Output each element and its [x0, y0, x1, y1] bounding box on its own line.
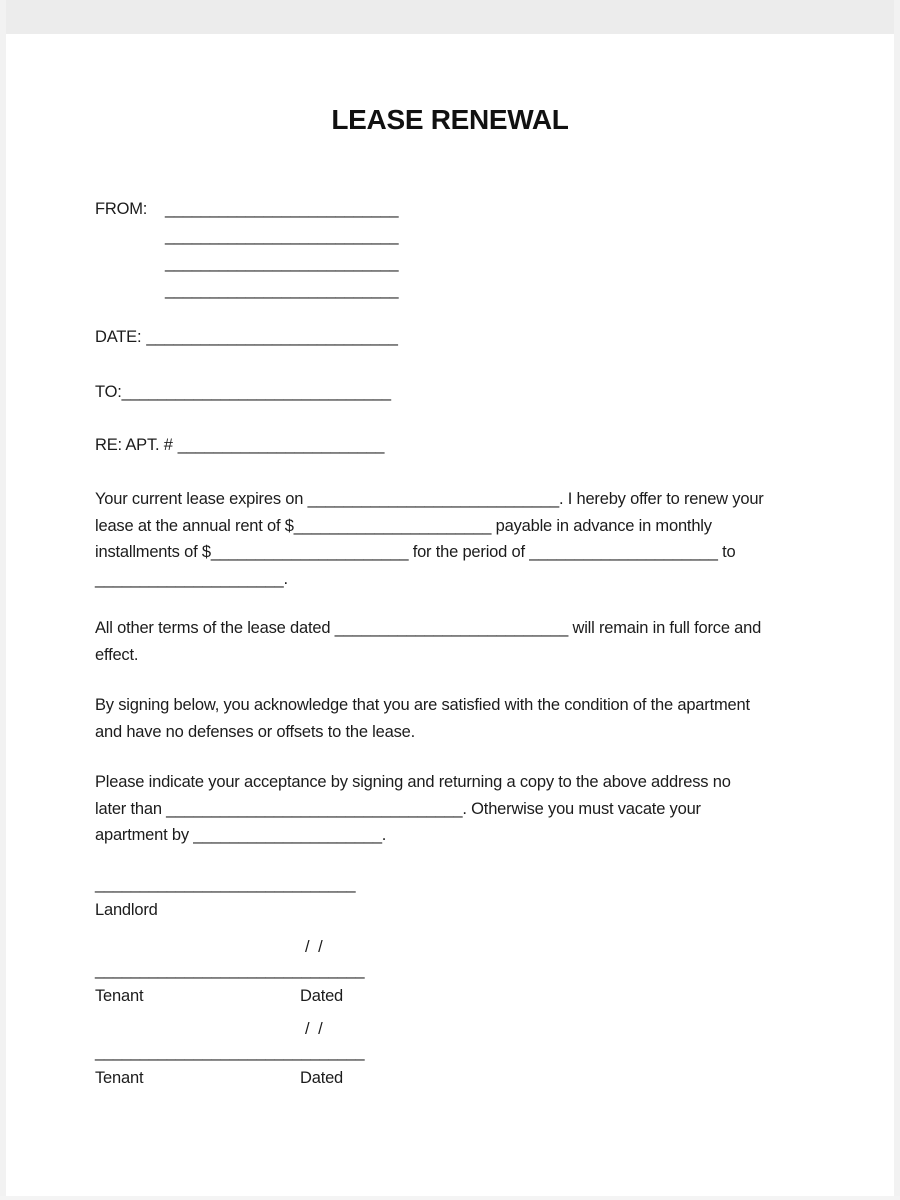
landlord-signature-block	[95, 871, 805, 923]
dated-label-2: Dated	[300, 1068, 344, 1087]
paragraph-line: effect.	[95, 645, 139, 664]
paragraph-line: later than _________________________________. Otherwise you must vacate your	[95, 799, 701, 818]
paragraph-line: All other terms of the lease dated __________________________ will remain in full force and	[95, 619, 762, 637]
tenant-label-2: Tenant	[95, 1068, 144, 1087]
paragraph-line: lease at the annual rent of $______________________ payable in advance in monthly	[95, 516, 712, 535]
date-label: DATE:	[95, 328, 142, 346]
paragraph-line: installments of $______________________ for the period of _____________________ to	[95, 543, 736, 561]
paragraph-line: By signing below, you acknowledge that you are satisfied with the condition of the apartment	[95, 696, 750, 714]
tenant-label-row-2	[95, 1065, 805, 1091]
paragraph-line: and have no defenses or offsets to the lease.	[95, 722, 416, 741]
from-blank-line: __________________________	[165, 200, 399, 218]
tenant-label-1: Tenant	[95, 986, 144, 1005]
paragraph-acknowledgement	[95, 692, 805, 745]
tenant-signature-block-2	[95, 1019, 805, 1091]
from-blank-3: __________________________	[165, 254, 399, 272]
landlord-label: Landlord	[95, 900, 158, 919]
page-title: LEASE RENEWAL	[331, 104, 569, 135]
paragraph-line: apartment by _____________________.	[95, 826, 387, 844]
from-blank-4: __________________________	[165, 281, 399, 299]
tenant-signature-block-1	[95, 937, 805, 1009]
landlord-label-row	[95, 897, 805, 923]
tenant-label-row-1	[95, 983, 805, 1009]
date-field	[95, 324, 805, 351]
paragraph-acceptance	[95, 769, 805, 849]
from-blank-line-4	[165, 277, 805, 304]
re-apt-label: RE: APT. #	[95, 436, 173, 454]
to-label: TO:	[95, 383, 122, 401]
paragraph-line: Please indicate your acceptance by signing and returning a copy to the above address no	[95, 773, 731, 791]
date-slashes-2: / /	[305, 1019, 323, 1038]
tenant-signature-line-1: ______________________________	[95, 960, 365, 979]
dated-label-1: Dated	[300, 986, 344, 1005]
re-apt-field	[95, 432, 805, 459]
paragraph-line: Your current lease expires on ____________________________. I hereby offer to renew your	[95, 490, 764, 508]
from-blank-2: __________________________	[165, 227, 399, 245]
paragraph-line: _____________________.	[95, 569, 288, 588]
from-blank-line-2	[165, 223, 805, 250]
paragraph-lease-expiry	[95, 486, 805, 592]
from-field	[95, 196, 805, 223]
from-blank-line-3	[165, 250, 805, 277]
to-field	[95, 379, 805, 406]
date-slashes-1: / /	[305, 937, 323, 956]
landlord-signature-line: _____________________________	[95, 874, 356, 893]
from-label: FROM:	[95, 200, 148, 218]
re-apt-blank-line: _______________________	[177, 436, 385, 454]
date-blank-line: ____________________________	[146, 328, 398, 346]
tenant-signature-line-2: ______________________________	[95, 1042, 365, 1061]
paragraph-other-terms	[95, 615, 805, 668]
to-blank-line: ______________________________	[121, 383, 391, 401]
